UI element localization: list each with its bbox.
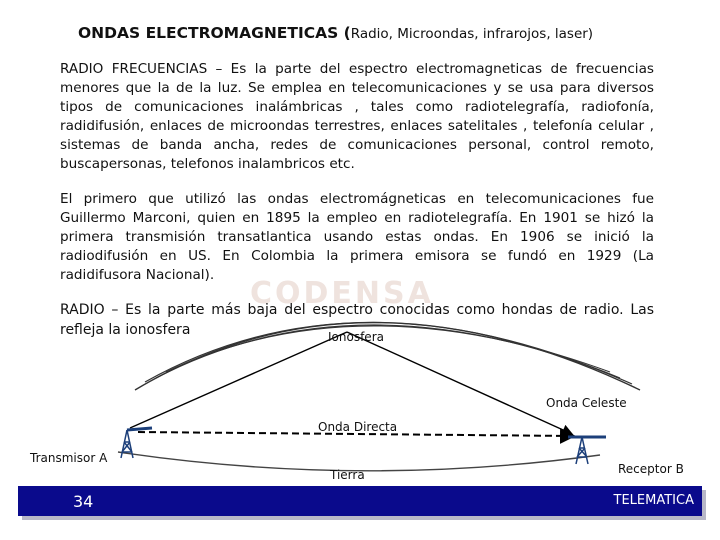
page-number: 34 — [73, 492, 94, 511]
ionosphere-arc-2 — [145, 322, 632, 384]
label-onda-celeste: Onda Celeste — [546, 396, 627, 410]
sky-wave-down — [347, 332, 572, 434]
course-name: TELEMATICA — [613, 493, 694, 508]
footer-bar — [18, 486, 702, 516]
paragraph-marconi: El primero que utilizó las ondas electromágneticas en telecomunicaciones fue Guillermo Marconi, quien en 1895 la empleo en radiotelegrafía. En 1901 se hizó la primera transmisión transatlantica usando estas ondas. En 1906 se inició la radiodifusión en US. En Colombia la primera emisora se fundó en 1929 (La radidifusora Nacional). — [60, 191, 654, 283]
watermark: CODENSA — [250, 276, 434, 311]
ionosphere-arc-4 — [166, 326, 610, 372]
label-receptor: Receptor B — [618, 462, 684, 476]
sky-wave-up — [130, 332, 347, 428]
ionosphere-arc-3 — [156, 325, 620, 378]
label-tierra: Tierra — [330, 468, 365, 482]
receiver-tower-icon — [568, 437, 606, 464]
slide-title-sub: Radio, Microondas, infrarojos, laser) — [350, 26, 594, 42]
paragraph-radio-frecuencias: RADIO FRECUENCIAS – Es la parte del espectro electromagneticas de frecuencias menores que la de la luz. Se emplea en telecomunicaciones y se usa para diversos tipos de comunicaciones inalámbricas , tales como radiotelegrafía, radiofonía, radidifusión, enlaces de microondas terrestres, enlaces satelitales , telefonía celular , sistemas de banda ancha, redes de comunicaciones personal, control remoto, buscapersonas, telefonos inalambricos etc. — [60, 61, 654, 172]
label-onda-directa: Onda Directa — [318, 420, 398, 434]
slide-title-main: ONDAS ELECTROMAGNETICAS ( — [78, 24, 351, 42]
paragraph-radio: RADIO – Es la parte más baja del espectro conocidas como hondas de radio. Las refleja la ionosfera — [60, 302, 654, 338]
label-transmisor: Transmisor A — [30, 451, 108, 465]
label-ionosfera: Ionosfera — [328, 330, 384, 344]
